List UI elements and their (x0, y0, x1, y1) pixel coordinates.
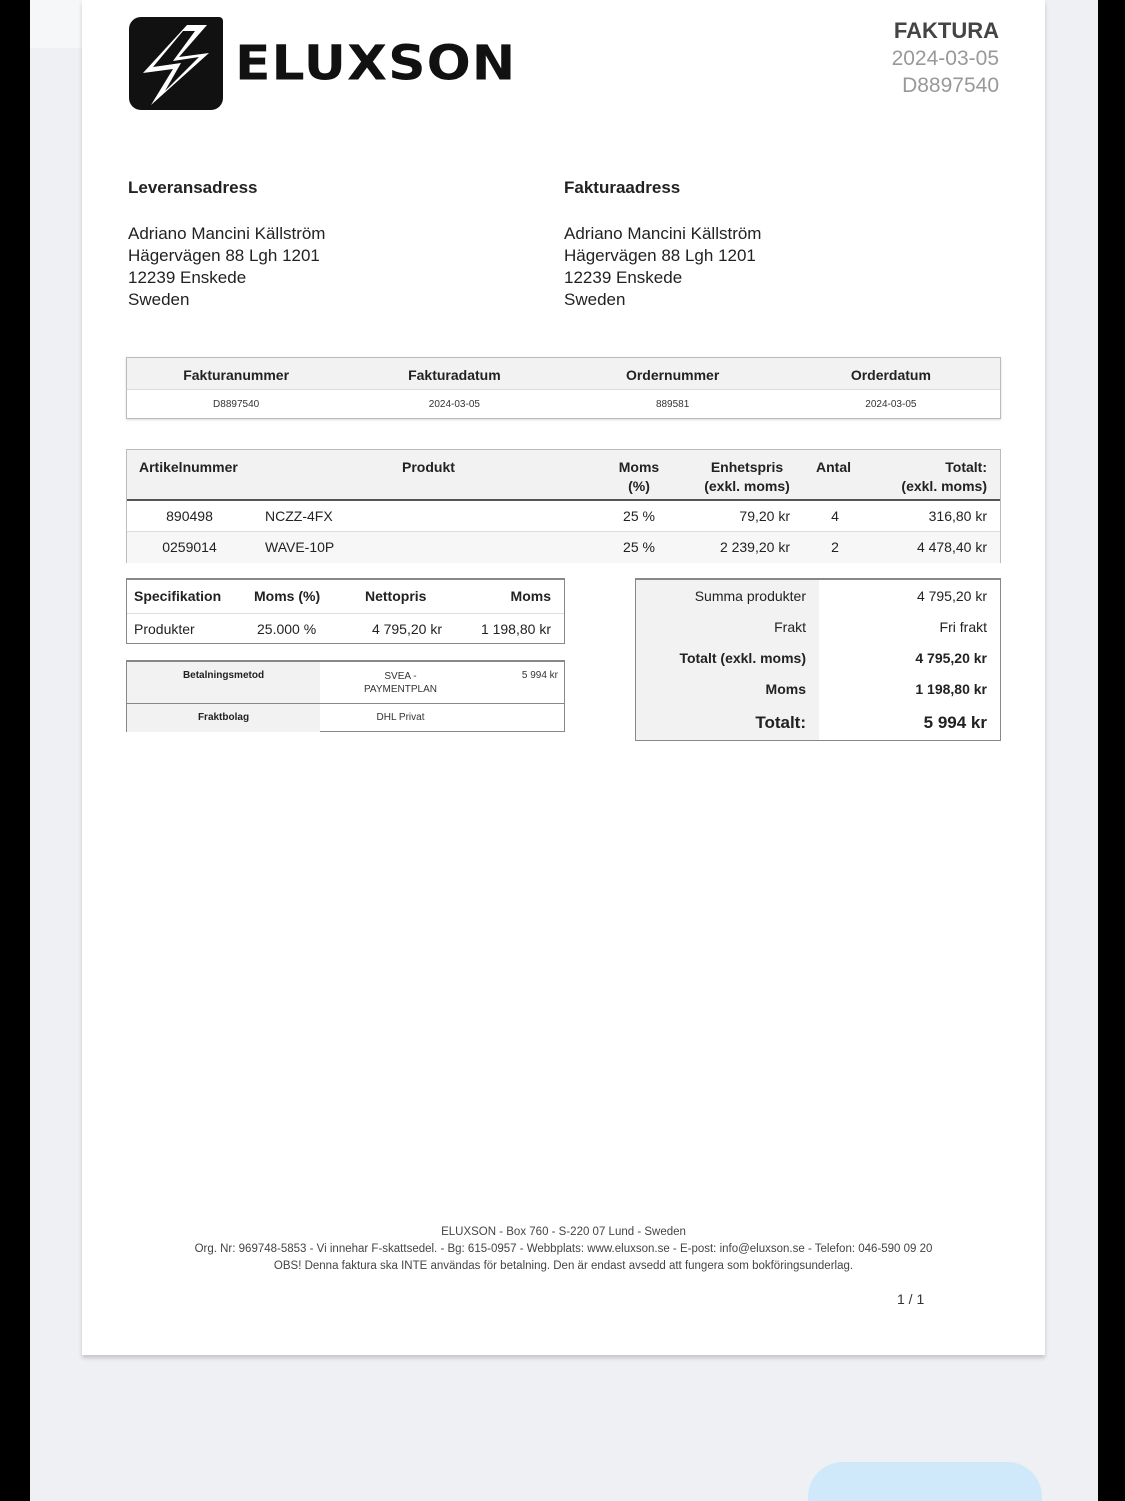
delivery-name: Adriano Mancini Källström (128, 224, 326, 243)
carrier-label: Fraktbolag (127, 704, 320, 732)
summary-subtotal-value: 4 795,20 kr (915, 650, 987, 666)
item-article: 0259014 (162, 539, 217, 555)
document-number: D8897540 (902, 74, 999, 97)
item-product: WAVE-10P (265, 539, 335, 555)
delivery-address-title: Leveransadress (128, 178, 258, 197)
summary-table (635, 578, 1001, 741)
spec-vat-rate: 25.000 % (257, 621, 317, 637)
document-title: FAKTURA (893, 18, 999, 43)
info-header-order-number: Ordernummer (625, 367, 720, 383)
payment-method-row (127, 662, 564, 704)
summary-shipping-label: Frakt (774, 619, 806, 635)
summary-subtotal-label: Totalt (exkl. moms) (679, 650, 806, 666)
footer-company-info: Org. Nr: 969748-5853 - Vi innehar F-skattsedel. - Bg: 615-0957 - Webbplats: www.eluxson.se - E-post: info@eluxson.se - Telefon: 046-590 09 20 (194, 1243, 933, 1255)
summary-values (819, 580, 1000, 740)
summary-products-label: Summa produkter (694, 588, 806, 604)
spec-header-row (127, 580, 564, 613)
item-article: 890498 (166, 508, 213, 524)
delivery-city: 12239 Enskede (128, 268, 247, 287)
billing-address-title: Fakturaadress (564, 178, 681, 197)
billing-street: Hägervägen 88 Lgh 1201 (564, 246, 756, 265)
summary-vat-value: 1 198,80 kr (915, 681, 987, 697)
item-vat: 25 % (623, 508, 655, 524)
summary-vat-label: Moms (765, 681, 806, 697)
items-table (126, 449, 1001, 563)
item-qty: 4 (831, 508, 839, 524)
specification-table (126, 578, 565, 644)
items-header-product: Produkt (402, 459, 455, 475)
items-header-qty: Antal (816, 459, 851, 475)
items-header-row (127, 450, 1000, 501)
info-header-invoice-number: Fakturanummer (183, 367, 290, 383)
summary-products-value: 4 795,20 kr (916, 588, 987, 604)
info-order-date: 2024-03-05 (865, 399, 917, 410)
viewer-corner (30, 0, 82, 48)
items-header-vat-line1: Moms (618, 459, 660, 475)
floating-action-button[interactable] (808, 1462, 1042, 1501)
brand-logo (129, 17, 516, 110)
items-header-total-line2: (exkl. moms) (901, 478, 987, 494)
item-total: 4 478,40 kr (916, 539, 987, 555)
info-value-row (127, 390, 1000, 419)
invoice-page (82, 0, 1045, 1355)
page-indicator: 1 / 1 (897, 1291, 925, 1307)
items-header-vat (597, 458, 681, 496)
table-row (127, 532, 1000, 563)
items-header-total-line1: Totalt: (945, 459, 987, 475)
summary-total-value: 5 994 kr (923, 713, 987, 732)
spec-row (127, 613, 564, 643)
info-header-invoice-date: Fakturadatum (408, 367, 501, 383)
spec-header-specification: Specifikation (134, 588, 222, 604)
spec-category: Produkter (134, 621, 195, 637)
carrier-cell (320, 704, 564, 732)
summary-shipping-value: Fri frakt (939, 619, 987, 635)
payment-method-line1: SVEA - (384, 671, 417, 682)
spec-vat-amount: 1 198,80 kr (480, 621, 551, 637)
billing-city: 12239 Enskede (564, 268, 683, 287)
item-unit-price: 2 239,20 kr (719, 539, 790, 555)
lightning-bolt-icon (129, 17, 223, 110)
carrier-value: DHL Privat (376, 712, 425, 723)
spec-header-vat-amount: Moms (510, 588, 551, 604)
billing-name: Adriano Mancini Källström (564, 224, 762, 243)
invoice-info-table (126, 357, 1001, 419)
item-qty: 2 (831, 539, 839, 555)
table-row (127, 501, 1000, 532)
delivery-country: Sweden (128, 290, 190, 309)
items-header-vat-line2: (%) (628, 478, 650, 494)
items-header-unit-line1: Enhetspris (710, 459, 784, 475)
spec-header-vat: Moms (%) (254, 588, 321, 604)
carrier-row (127, 704, 564, 732)
payment-table (126, 660, 565, 732)
item-vat: 25 % (623, 539, 655, 555)
billing-address (564, 178, 864, 311)
items-header-total (901, 458, 987, 496)
info-header-order-date: Orderdatum (850, 367, 931, 383)
document-date: 2024-03-05 (891, 47, 999, 70)
item-product: NCZZ-4FX (265, 508, 333, 524)
payment-method-value (358, 670, 443, 696)
items-header-article: Artikelnummer (139, 459, 238, 475)
item-unit-price: 79,20 kr (739, 508, 790, 524)
brand-name: ELUXSON (235, 35, 517, 92)
info-invoice-number: D8897540 (213, 399, 260, 410)
info-order-number: 889581 (655, 399, 690, 410)
summary-total-label: Totalt: (755, 713, 806, 732)
info-invoice-date: 2024-03-05 (428, 399, 480, 410)
payment-method-label: Betalningsmetod (127, 662, 320, 703)
footer-address: ELUXSON - Box 760 - S-220 07 Lund - Sweden (441, 1226, 686, 1238)
billing-country: Sweden (564, 290, 626, 309)
item-total: 316,80 kr (928, 508, 987, 524)
payment-method-line2: PAYMENTPLAN (364, 684, 437, 695)
payment-method-cell (320, 662, 564, 703)
footer-disclaimer: OBS! Denna faktura ska INTE användas för betalning. Den är endast avsedd att fungera som bokföringsunderlag. (273, 1260, 854, 1272)
summary-labels (636, 580, 819, 740)
items-header-unit-price (687, 458, 807, 496)
info-header-row (127, 358, 1000, 390)
document-header (892, 18, 999, 98)
items-header-unit-line2: (exkl. moms) (704, 478, 790, 494)
spec-header-net: Nettopris (365, 588, 427, 604)
delivery-street: Hägervägen 88 Lgh 1201 (128, 246, 320, 265)
delivery-address (128, 178, 428, 311)
payment-method-amount: 5 994 kr (521, 670, 558, 681)
spec-net-price: 4 795,20 kr (371, 621, 442, 637)
